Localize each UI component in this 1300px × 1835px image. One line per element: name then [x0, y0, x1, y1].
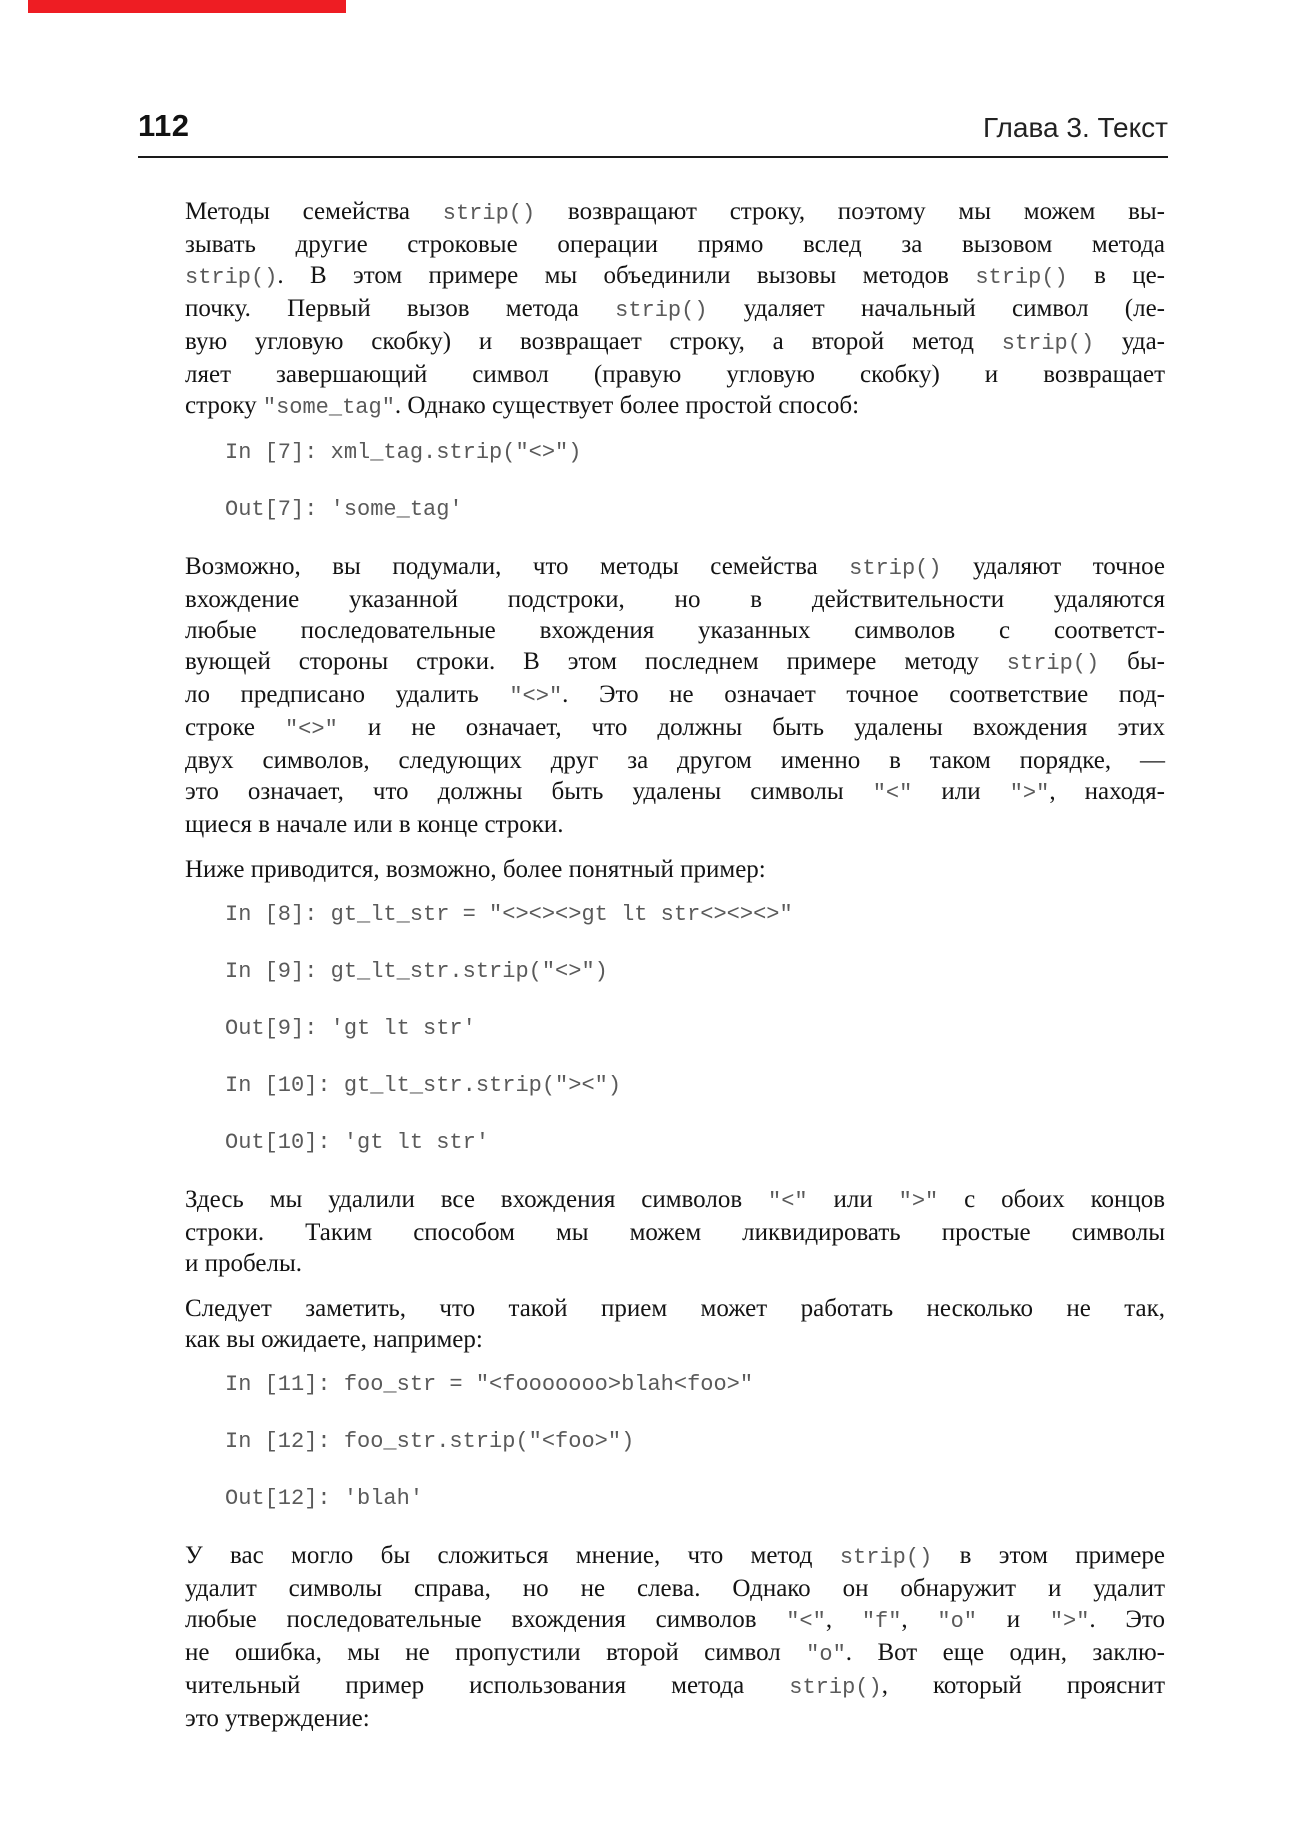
text-run: У вас могло бы сложиться мнение, что метод	[185, 1542, 840, 1569]
inline-code: strip()	[839, 1545, 933, 1570]
text-run: почку. Первый вызов метода	[185, 295, 616, 322]
inline-code: "o"	[806, 1642, 846, 1667]
inline-code: strip()	[185, 265, 278, 290]
text-line	[185, 854, 1165, 885]
text-run: строке	[185, 714, 285, 741]
paragraph	[185, 854, 1165, 885]
inline-code: strip()	[1001, 331, 1095, 356]
code-line: In [11]: foo_str = "<fooooooo>blah<foo>"	[225, 1372, 754, 1397]
text-run: Здесь мы удалили все вхождения символов	[185, 1186, 769, 1213]
text-line	[185, 390, 1165, 423]
text-run: не ошибка, мы не пропустили второй символ	[185, 1639, 807, 1666]
text-run: это означает, что должны быть удалены символы	[185, 778, 873, 805]
text-line	[185, 293, 1165, 326]
text-run: удалит символы справа, но не слева. Однако он обнаружит и удалит	[185, 1575, 1165, 1602]
text-run: . Однако существует более простой способ:	[394, 392, 860, 419]
text-run: или	[912, 778, 1010, 805]
inline-code: ">"	[1009, 781, 1050, 806]
text-line	[185, 1573, 1165, 1604]
text-run: ло предписано удалить	[185, 681, 510, 708]
inline-code: "<>"	[509, 684, 563, 709]
text-line	[185, 809, 1165, 840]
text-line	[185, 359, 1165, 390]
paragraph	[185, 1540, 1165, 1734]
code-line: Out[12]: 'blah'	[225, 1486, 424, 1511]
inline-code: "some_tag"	[262, 395, 395, 420]
text-run: вхождение указанной подстроки, но в действительности удаляются	[185, 586, 1165, 613]
text-run: строку	[185, 392, 263, 419]
text-line	[185, 745, 1165, 776]
text-line	[185, 679, 1165, 712]
text-line	[185, 229, 1165, 260]
paragraph	[185, 196, 1165, 423]
running-header	[138, 108, 1168, 144]
text-run: Ниже приводится, возможно, более понятный пример:	[185, 856, 766, 883]
text-line	[185, 1324, 1165, 1355]
text-run: в це-	[1067, 262, 1166, 289]
paragraph	[185, 1184, 1165, 1279]
inline-code: "<"	[768, 1189, 808, 1214]
text-run: . В этом примере мы объединили вызовы методов	[277, 262, 976, 289]
inline-code: "<"	[872, 781, 913, 806]
text-run: ,	[901, 1606, 938, 1633]
text-run: как вы ожидаете, например:	[185, 1326, 483, 1353]
text-line	[185, 615, 1165, 646]
text-run: ,	[825, 1606, 862, 1633]
text-run: вующей стороны строки. В этом последнем примере методу	[185, 648, 1007, 675]
text-run: . Это не означает точное соответствие под-	[562, 681, 1165, 708]
page-content	[185, 196, 1165, 1748]
text-run: любые последовательные вхождения указанных символов с соответст-	[185, 617, 1165, 644]
text-run: удаляет начальный символ (ле-	[707, 295, 1165, 322]
text-run: и пробелы.	[185, 1250, 303, 1277]
text-line	[185, 1604, 1165, 1637]
inline-code: "o"	[937, 1609, 977, 1634]
text-line	[185, 1217, 1165, 1248]
code-line: Out[7]: 'some_tag'	[225, 497, 463, 522]
text-run: это утверждение:	[185, 1705, 370, 1732]
header-divider	[138, 156, 1168, 158]
code-line: In [10]: gt_lt_str.strip("><")	[225, 1073, 622, 1098]
text-line	[185, 1293, 1165, 1324]
text-run: Методы семейства	[185, 198, 443, 225]
red-accent-bar	[28, 0, 346, 13]
page-number: 112	[138, 108, 190, 143]
text-run: зывать другие строковые операции прямо вслед за вызовом метода	[185, 231, 1165, 258]
chapter-title: Глава 3. Текст	[982, 112, 1168, 143]
text-run: уда-	[1094, 328, 1165, 355]
text-run: строки. Таким способом мы можем ликвидировать простые символы	[185, 1219, 1165, 1246]
inline-code: strip()	[789, 1675, 882, 1700]
text-run: и не означает, что должны быть удалены вхождения этих	[337, 714, 1165, 741]
text-line	[185, 712, 1165, 745]
text-run: , который прояснит	[881, 1672, 1165, 1699]
inline-code: "<>"	[284, 717, 338, 742]
text-run: , находя-	[1049, 778, 1165, 805]
text-line	[185, 196, 1165, 229]
text-run: или	[807, 1186, 899, 1213]
text-run: вую угловую скобку) и возвращает строку, а второй метод	[185, 328, 1002, 355]
code-line: In [9]: gt_lt_str.strip("<>")	[225, 959, 608, 984]
inline-code: ">"	[898, 1189, 939, 1214]
inline-code: strip()	[849, 556, 942, 581]
inline-code: strip()	[442, 201, 536, 226]
text-run: ляет завершающий символ (правую угловую скобку) и возвращает	[185, 361, 1165, 388]
code-line: In [12]: foo_str.strip("<foo>")	[225, 1429, 635, 1454]
text-line	[185, 1184, 1165, 1217]
text-line	[185, 1703, 1165, 1734]
code-line: In [7]: xml_tag.strip("<>")	[225, 440, 582, 465]
text-line	[185, 260, 1165, 293]
text-line	[185, 1248, 1165, 1279]
text-run: чительный пример использования метода	[185, 1672, 790, 1699]
code-line: Out[9]: 'gt lt str'	[225, 1016, 476, 1041]
text-run: Следует заметить, что такой прием может работать несколько не так,	[185, 1295, 1165, 1322]
text-line	[185, 646, 1165, 679]
text-run: любые последовательные вхождения символов	[185, 1606, 787, 1633]
text-line	[185, 326, 1165, 359]
text-run: двух символов, следующих друг за другом именно в таком порядке, —	[185, 747, 1165, 774]
code-line: Out[10]: 'gt lt str'	[225, 1130, 490, 1155]
text-line	[185, 584, 1165, 615]
inline-code: "f"	[861, 1609, 902, 1634]
text-run: . Это	[1089, 1606, 1165, 1633]
text-line	[185, 1540, 1165, 1573]
code-line: In [8]: gt_lt_str = "<><><>gt lt str<><><>"	[225, 902, 793, 927]
text-run: Возможно, вы подумали, что методы семейства	[185, 553, 850, 580]
inline-code: strip()	[615, 298, 708, 323]
text-line	[185, 1637, 1165, 1670]
text-run: с обоих концов	[938, 1186, 1166, 1213]
text-line	[185, 776, 1165, 809]
inline-code: ">"	[1049, 1609, 1090, 1634]
text-run: в этом примере	[932, 1542, 1165, 1569]
code-block	[185, 1369, 1165, 1514]
inline-code: strip()	[975, 265, 1068, 290]
paragraph	[185, 1293, 1165, 1355]
paragraph	[185, 551, 1165, 840]
code-block	[185, 437, 1165, 525]
text-run: . Вот еще один, заклю-	[845, 1639, 1165, 1666]
text-line	[185, 551, 1165, 584]
text-run: и	[977, 1606, 1050, 1633]
text-run: удаляют точное	[941, 553, 1165, 580]
code-block	[185, 899, 1165, 1158]
text-line	[185, 1670, 1165, 1703]
inline-code: "<"	[786, 1609, 826, 1634]
text-run: бы-	[1099, 648, 1165, 675]
text-run: щиеся в начале или в конце строки.	[185, 811, 564, 838]
text-run: возвращают строку, поэтому мы можем вы-	[535, 198, 1165, 225]
inline-code: strip()	[1006, 651, 1100, 676]
